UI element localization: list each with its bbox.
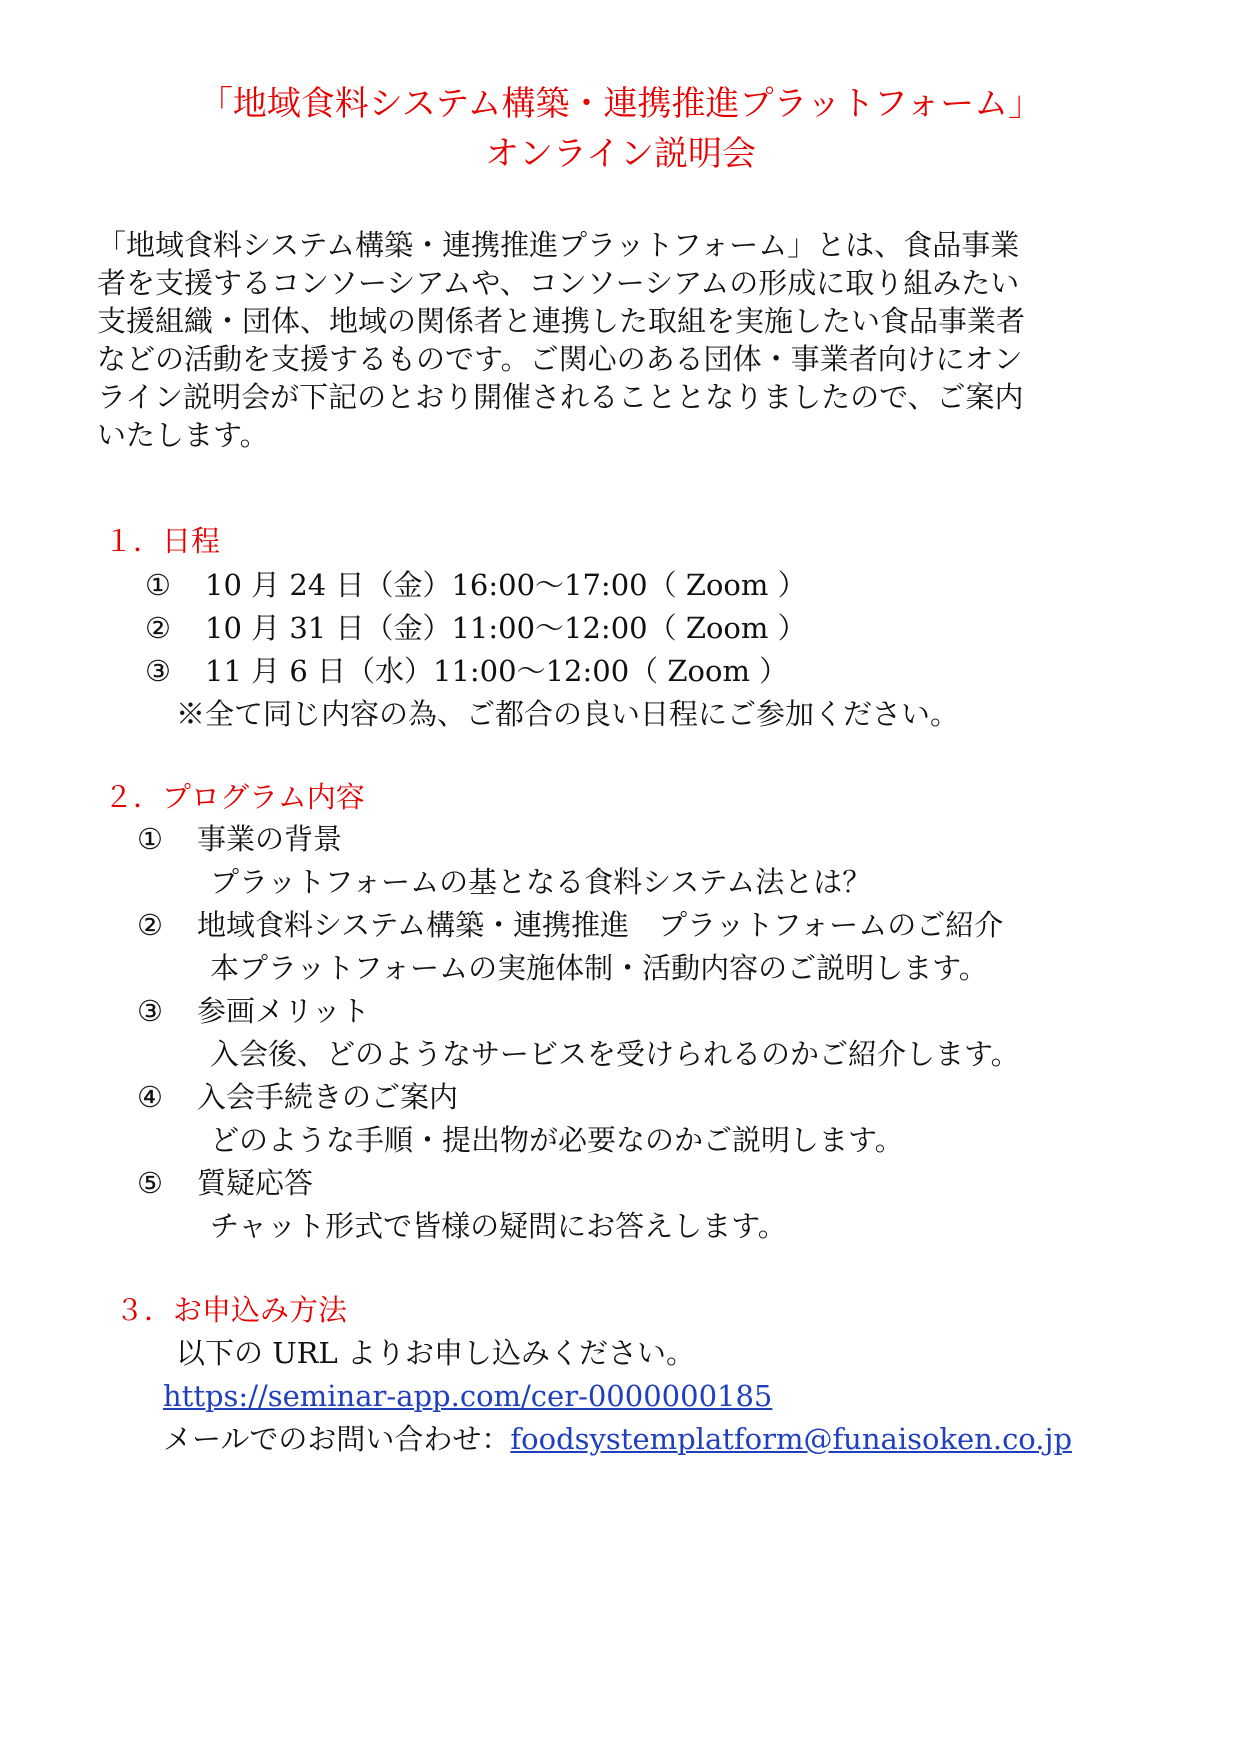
intro-line: 「地域食料システム構築・連携推進プラットフォーム」とは、食品事業 bbox=[97, 228, 1020, 262]
contact-mail-label: メールでのお問い合わせ： bbox=[163, 1422, 511, 1456]
program-item-number: ④ bbox=[137, 1080, 163, 1114]
contact-mail-line bbox=[163, 1422, 1072, 1456]
registration-url-link[interactable]: https://seminar-app.com/cer-0000000185 bbox=[163, 1379, 773, 1413]
document-title-line-2: オンライン説明会 bbox=[485, 134, 756, 174]
schedule-item-number: ③ bbox=[145, 654, 171, 688]
program-item-description: 入会後、どのようなサービスを受けられるのかご紹介します。 bbox=[210, 1037, 1020, 1071]
program-item bbox=[137, 1080, 458, 1114]
apply-instruction: 以下の URL よりお申し込みください。 bbox=[176, 1336, 695, 1370]
intro-line: ライン説明会が下記のとおり開催されることとなりましたので、ご案内 bbox=[97, 380, 1024, 414]
program-item-title: 入会手続きのご案内 bbox=[197, 1080, 459, 1114]
program-item-number: ① bbox=[137, 822, 163, 856]
intro-line: いたします。 bbox=[97, 418, 269, 452]
program-item-title: 地域食料システム構築・連携推進 プラットフォームのご紹介 bbox=[197, 908, 1004, 942]
program-heading: ２．プログラム内容 bbox=[104, 780, 365, 814]
intro-line: 支援組織・団体、地域の関係者と連携した取組を実施したい食品事業者 bbox=[97, 304, 1026, 338]
program-item-title: 事業の背景 bbox=[197, 822, 343, 856]
program-item bbox=[137, 994, 370, 1028]
schedule-item-text: 10 月 31 日（金）11:00～12:00（ Zoom ） bbox=[205, 611, 807, 645]
schedule-item-text: 10 月 24 日（金）16:00～17:00（ Zoom ） bbox=[205, 568, 807, 602]
schedule-item bbox=[145, 654, 788, 688]
schedule-heading: １．日程 bbox=[104, 524, 221, 558]
program-item-title: 参画メリット bbox=[197, 994, 370, 1028]
program-item-description: プラットフォームの基となる食料システム法とは？ bbox=[210, 865, 872, 899]
program-item-description: どのような手順・提出物が必要なのかご説明します。 bbox=[210, 1123, 904, 1157]
apply-heading: ３．お申込み方法 bbox=[115, 1293, 348, 1327]
document-title-line-1: 「地域食料システム構築・連携推進プラットフォーム」 bbox=[198, 84, 1043, 124]
schedule-item-number: ① bbox=[145, 568, 171, 602]
schedule-note: ※全て同じ内容の為、ご都合の良い日程にご参加ください。 bbox=[176, 697, 960, 731]
program-item-number: ⑤ bbox=[137, 1166, 163, 1200]
schedule-item bbox=[145, 611, 807, 645]
program-item-description: チャット形式で皆様の疑問にお答えします。 bbox=[210, 1209, 787, 1243]
program-item-description: 本プラットフォームの実施体制・活動内容のご説明します。 bbox=[210, 951, 988, 985]
program-item-title: 質疑応答 bbox=[197, 1166, 314, 1200]
intro-line: などの活動を支援するものです。ご関心のある団体・事業者向けにオン bbox=[97, 342, 1023, 376]
program-item-number: ③ bbox=[137, 994, 163, 1028]
schedule-item-number: ② bbox=[145, 611, 171, 645]
contact-mail-link[interactable]: foodsystemplatform@funaisoken.co.jp bbox=[510, 1422, 1073, 1456]
program-item-number: ② bbox=[137, 908, 163, 942]
intro-line: 者を支援するコンソーシアムや、コンソーシアムの形成に取り組みたい bbox=[97, 266, 1020, 300]
schedule-item-text: 11 月 6 日（水）11:00～12:00（ Zoom ） bbox=[205, 654, 789, 688]
program-item bbox=[137, 1166, 313, 1200]
program-item bbox=[137, 822, 342, 856]
schedule-item bbox=[145, 568, 807, 602]
program-item bbox=[137, 908, 1003, 942]
